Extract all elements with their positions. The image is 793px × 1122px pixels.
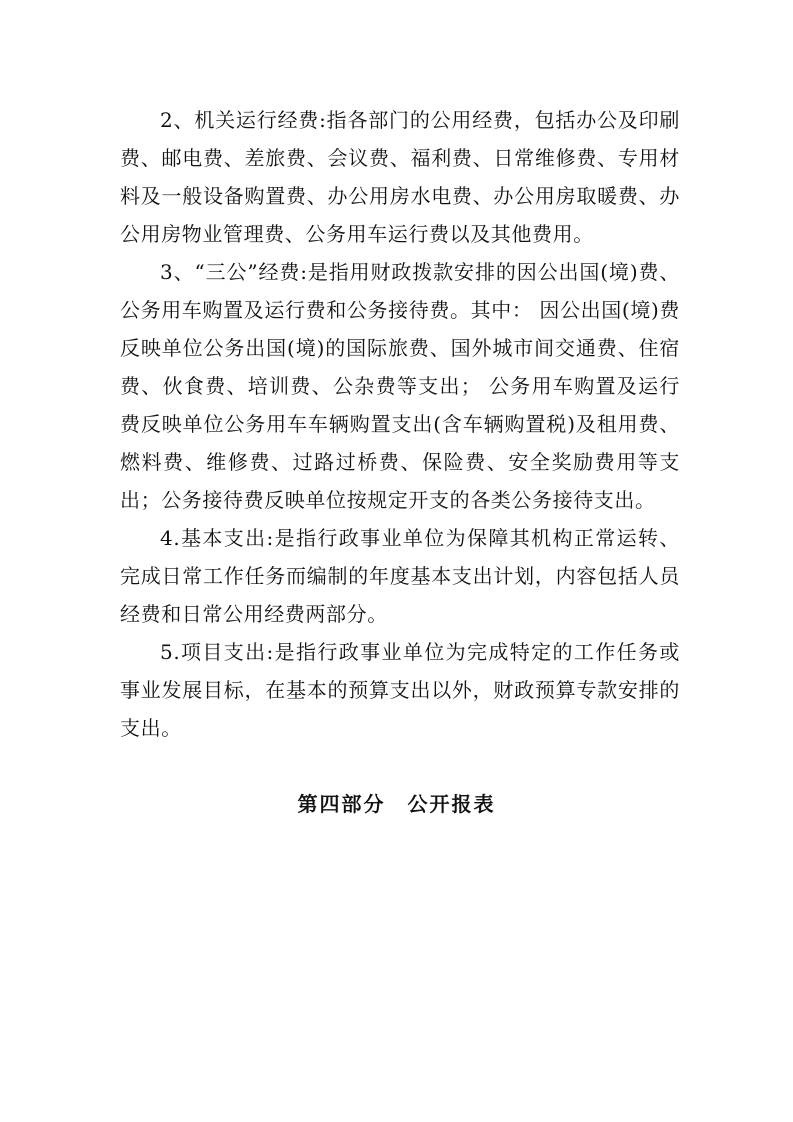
paragraph-basic-expenditure: 4.基本支出:是指行政事业单位为保障其机构正常运转、完成日常工作任务而编制的年度基本支出计划，内容包括人员经费和日常公用经费两部分。 [120, 526, 680, 626]
paragraph-three-public-expenses: 3、“三公”经费:是指用财政拨款安排的因公出国(境)费、公务用车购置及运行费和公务接待费。其中： 因公出国(境)费反映单位公务出国(境)的国际旅费、国外城市间交通费、住宿费、伙食费、培训费、公杂费等支出； 公务用车购置及运行费反映单位公务用车车辆购置支出(含车辆购置税)及租用费、燃料费、维修费、过路过桥费、保险费、安全奖励费用等支出；公务接待费反映单位按规定开支的各类公务接待支出。 [120, 260, 680, 512]
section-title: 第四部分 公开报表 [297, 792, 496, 816]
paragraph-operating-expenses: 2、机关运行经费:指各部门的公用经费，包括办公及印刷费、邮电费、差旅费、会议费、福利费、日常维修费、专用材料及一般设备购置费、办公用房水电费、办公用房取暖费、办公用房物业管理费、公务用车运行费以及其他费用。 [120, 108, 680, 246]
paragraph-project-expenditure: 5.项目支出:是指行政事业单位为完成特定的工作任务或事业发展目标，在基本的预算支出以外，财政预算专款安排的支出。 [120, 640, 680, 740]
document-body [120, 101, 680, 747]
